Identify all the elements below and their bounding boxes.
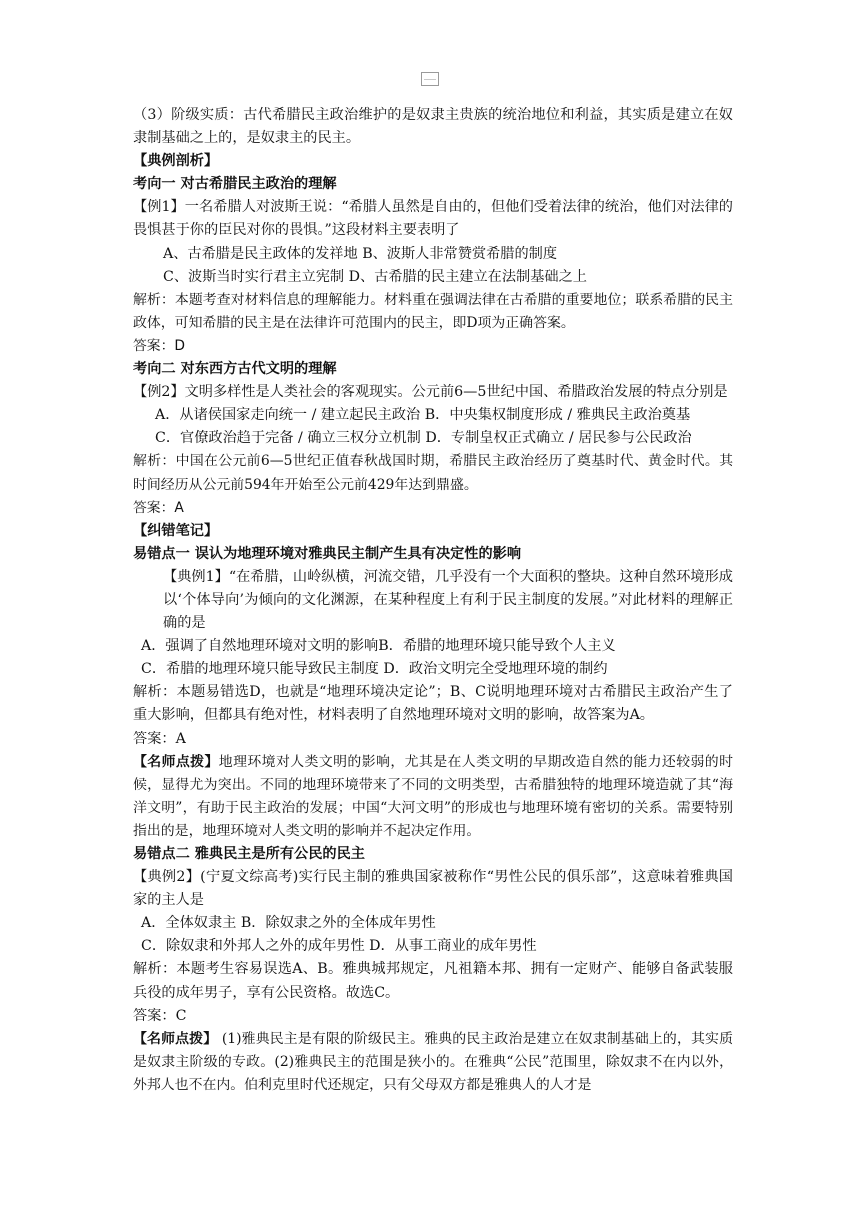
document-body xyxy=(133,104,733,1097)
typical-example-2-question: 【典例2】(宁夏文综高考)实行民主制的雅典国家被称作“男性公民的俱乐部”，这意味着雅典国家的主人是 xyxy=(133,869,733,909)
paragraph-class-essence: （3）阶级实质：古代希腊民主政治维护的是奴隶主贵族的统治地位和利益，其实质是建立在奴隶制基础之上的，是奴隶主的民主。 xyxy=(133,107,733,147)
example-1-options-cd: C、波斯当时实行君主立宪制 D、古希腊的民主建立在法制基础之上 xyxy=(163,268,587,285)
section-heading-example-analysis: 【典例剖析】 xyxy=(133,153,219,170)
example-2-analysis: 解析：中国在公元前6—5世纪正值春秋战国时期，希腊民主政治经历了奠基时代、黄金时代。其时间经历从公元前594年开始至公元前429年达到鼎盛。 xyxy=(133,453,733,493)
typical-example-1-analysis: 解析：本题易错选D，也就是“地理环境决定论”；B、C说明地理环境对古希腊民主政治产生了重大影响，但都具有绝对性，材料表明了自然地理环境对文明的影响，故答案为A。 xyxy=(133,684,733,724)
section-heading-error-notes: 【纠错笔记】 xyxy=(133,522,219,539)
example-2-options-cd: C．官僚政治趋于完备 / 确立三权分立机制 D．专制皇权正式确立 / 居民参与公民政治 xyxy=(155,430,692,447)
typical-example-2-answer: 答案：C xyxy=(133,1007,187,1024)
teacher-tip-label: 【名师点拨】 xyxy=(133,1030,218,1047)
typical-example-2-options-cd: C．除奴隶和外邦人之外的成年男性 D．从事工商业的成年男性 xyxy=(141,938,537,955)
example-1-answer: 答案：D xyxy=(133,337,186,354)
typical-example-1-options-cd: C．希腊的地理环境只能导致民主制度 D．政治文明完全受地理环境的制约 xyxy=(141,661,608,678)
example-2-options-ab: A．从诸侯国家走向统一 / 建立起民主政治 B．中央集权制度形成 / 雅典民主政治奠基 xyxy=(155,407,691,424)
typical-example-1-answer: 答案：A xyxy=(133,730,186,747)
typical-example-1-question: 【典例1】“在希腊，山岭纵横，河流交错，几乎没有一个大面积的整块。这种自然环境形成以‘个体导向’为倾向的文化渊源，在某种程度上有利于民主制度的发展。”对此材料的理解正确的是 xyxy=(163,568,733,632)
error-point-2-heading: 易错点二 雅典民主是所有公民的民主 xyxy=(133,846,365,862)
example-2-answer: 答案：A xyxy=(133,499,184,516)
typical-example-2-options-ab: A．全体奴隶主 B．除奴隶之外的全体成年男性 xyxy=(141,915,436,932)
subheading-direction-2: 考向二 对东西方古代文明的理解 xyxy=(133,361,337,378)
typical-example-2-analysis: 解析：本题考生容易误选A、B。雅典城邦规定，凡祖籍本邦、拥有一定财产、能够自备武装服兵役的成年男子，享有公民资格。故选C。 xyxy=(133,961,733,1001)
example-1-options-ab: A、古希腊是民主政体的发祥地 B、波斯人非常赞赏希腊的制度 xyxy=(163,245,558,262)
teacher-tip-2: 【名师点拨】 (1)雅典民主是有限的阶级民主。雅典的民主政治是建立在奴隶制基础上的，其实质是奴隶主阶级的专政。(2)雅典民主的范围是狭小的。在雅典“公民”范围里，除奴隶不在内以外，外邦人也不在内。伯利克里时代还规定，只有父母双方都是雅典人的人才是 xyxy=(133,1030,733,1093)
teacher-tip-label: 【名师点拨】 xyxy=(133,753,219,770)
page-number-box xyxy=(421,72,439,86)
subheading-direction-1: 考向一 对古希腊民主政治的理解 xyxy=(133,176,337,193)
teacher-tip-1: 【名师点拨】地理环境对人类文明的影响，尤其是在人类文明的早期改造自然的能力还较弱的时候，显得尤为突出。不同的地理环境带来了不同的文明类型，古希腊独特的地理环境造就了其“海洋文明”，有助于民主政治的发展；中国“大河文明”的形成也与地理环境有密切的关系。需要特别指出的是，地理环境对人类文明的影响并不起决定作用。 xyxy=(133,753,733,839)
error-point-1-heading: 易错点一 误认为地理环境对雅典民主制产生具有决定性的影响 xyxy=(133,545,522,562)
example-1-question: 【例1】一名希腊人对波斯王说：“希腊人虽然是自由的，但他们受着法律的统治，他们对法律的畏惧甚于你的臣民对你的畏惧。”这段材料主要表明了 xyxy=(133,199,733,239)
example-2-question: 【例2】文明多样性是人类社会的客观现实。公元前6—5世纪中国、希腊政治发展的特点分别是 xyxy=(133,384,728,401)
example-1-analysis: 解析：本题考查对材料信息的理解能力。材料重在强调法律在古希腊的重要地位；联系希腊的民主政体，可知希腊的民主是在法律许可范围内的民主，即D项为正确答案。 xyxy=(133,291,733,331)
typical-example-1-options-ab: A．强调了自然地理环境对文明的影响B．希腊的地理环境只能导致个人主义 xyxy=(141,638,616,655)
